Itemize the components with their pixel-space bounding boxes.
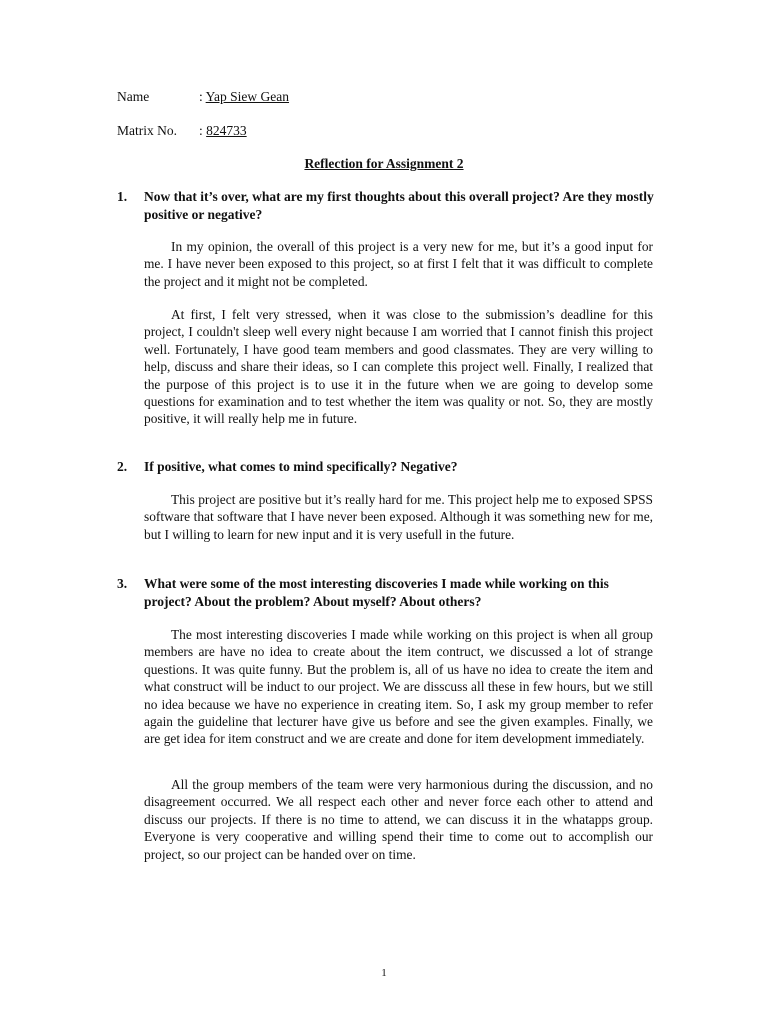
matrix-colon: :: [199, 123, 203, 138]
question-text: Now that it’s over, what are my first thoughts about this overall project? Are they mostly positive or negative?: [144, 189, 654, 222]
answer-paragraph: At first, I felt very stressed, when it was close to the submission’s deadline for this project, I couldn't sleep well every night because I am worried that I cannot finish this project well. Fortunately, I have good team members and good classmates. They are very willing to help, discuss and share their ideas, so I can complete this project well. Finally, I realized that the purpose of this project is to use it in the future when we are going to develop some questions for examination and to test whether the item was quality or not. So, they are mostly positive, it will really help me in future.: [144, 307, 653, 427]
document-title: Reflection for Assignment 2: [304, 156, 464, 171]
answer-paragraph: In my opinion, the overall of this project is a very new for me, but it’s a good input for me. I have never been exposed to this project, so at first I felt that it was difficult to complete the project and it might not be completed.: [144, 239, 653, 289]
matrix-value: 824733: [206, 123, 247, 138]
answer-paragraph: All the group members of the team were very harmonious during the discussion, and no disagreement occurred. We all respect each other and never force each other to attend and discuss our projects. If there is no time to attend, we can discuss it in the whatapps group. Everyone is very cooperative and willing spend their time to come out to accomplish our project, so our project can be handed over on time.: [144, 777, 653, 862]
name-colon: :: [199, 89, 203, 104]
question-text: If positive, what comes to mind specifically? Negative?: [144, 459, 458, 474]
question-number: 1.: [117, 189, 128, 204]
question-text: What were some of the most interesting discoveries I made while working on this project? About the problem? About myself? About others?: [144, 576, 609, 609]
question-number: 2.: [117, 459, 128, 474]
matrix-label: Matrix No.: [117, 123, 177, 138]
name-value: Yap Siew Gean: [205, 89, 290, 104]
answer-paragraph: The most interesting discoveries I made while working on this project is when all group members are have no idea to create about the item contruct, we discussed a lot of strange questions. It was quite funny. But the problem is, all of us have no idea to create the item and what construct will be induct to our project. We are disscuss all these in few hours, but we still no idea because we have no experience in creating item. So, I ask my group member to refer again the guideline that lecturer have give us before and see the given examples. Finally, we are get idea for item construct and we are create and done for item development immediately.: [144, 627, 653, 747]
question-3: [117, 575, 657, 611]
question-number: 3.: [117, 576, 128, 591]
matrix-line: [117, 123, 247, 139]
answer-paragraph: This project are positive but it’s really hard for me. This project help me to exposed SPSS software that software that I have never been exposed. Although it was something new for me, but I willing to learn for new input and it is very usefull in the future.: [144, 492, 653, 542]
page-number: 1: [381, 967, 387, 979]
name-label: Name: [117, 89, 150, 104]
question-1: [117, 188, 657, 224]
name-line: [117, 89, 289, 105]
question-2: [117, 458, 657, 476]
